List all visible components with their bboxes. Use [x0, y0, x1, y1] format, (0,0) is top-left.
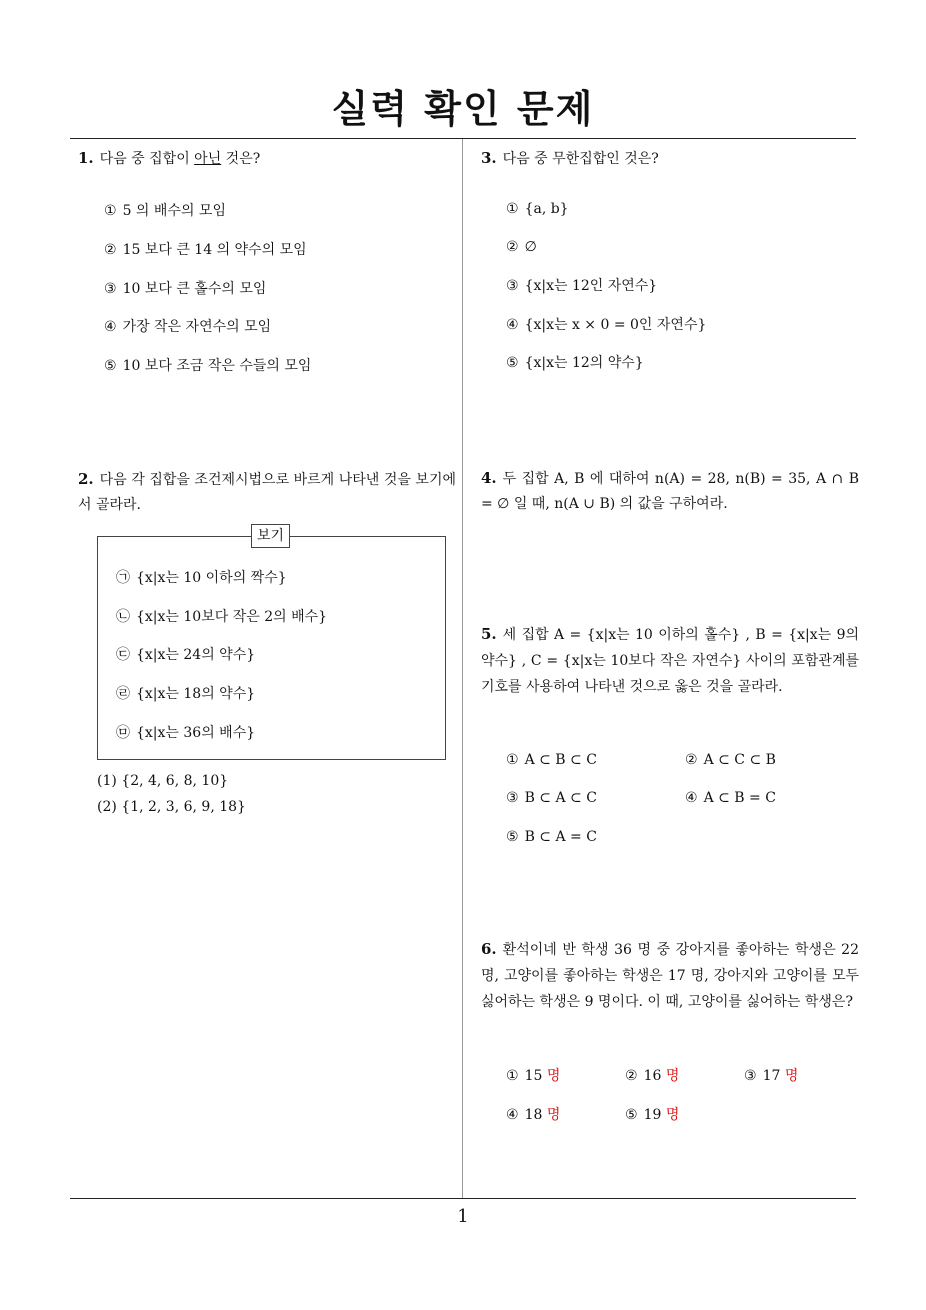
- page-title: 실력 확인 문제: [331, 87, 595, 131]
- question-2-stem: 2. 다음 각 집합을 조건제시법으로 바르게 나타낸 것을 보기에서 골라라.: [78, 470, 456, 513]
- question-6-stem: 6. 환석이네 반 학생 36 명 중 강아지를 좋아하는 학생은 22 명, 고양이를 좋아하는 학생은 17 명, 강아지와 고양이를 모두 싫어하는 학생은 9 명이다. 이 때, 고양이를 싫어하는 학생은?: [481, 940, 859, 1010]
- column-divider: [462, 139, 463, 1198]
- question-number: 6.: [481, 940, 497, 958]
- unit-label: 명: [665, 1107, 680, 1123]
- q3-option-5[interactable]: ⑤ {x|x는 12의 약수}: [506, 355, 644, 371]
- bogi-item-2: ㉡ {x|x는 10보다 작은 2의 배수}: [116, 609, 328, 625]
- answer-line-2: (2) {1, 2, 3, 6, 9, 18}: [97, 799, 246, 815]
- q5-option-1[interactable]: ① A ⊂ B ⊂ C: [506, 752, 597, 768]
- question-5-stem: 5. 세 집합 A = {x|x는 10 이하의 홀수} , B = {x|x는 9의 약수} , C = {x|x는 10보다 작은 자연수} 사이의 포함관계를 기호를 사용하여 나타낸 것으로 옳은 것을 골라라.: [481, 625, 859, 695]
- q3-option-1[interactable]: ① {a, b}: [506, 201, 569, 217]
- underlined-word: 아닌: [194, 151, 222, 167]
- q5-option-4[interactable]: ④ A ⊂ B = C: [685, 790, 776, 806]
- top-rule: [70, 138, 856, 139]
- question-number: 5.: [481, 625, 497, 643]
- answer-line-1: (1) {2, 4, 6, 8, 10}: [97, 773, 229, 789]
- question-number: 2.: [78, 470, 94, 488]
- bogi-label: 보기: [251, 524, 290, 548]
- q1-option-1[interactable]: ① 5 의 배수의 모임: [104, 203, 226, 219]
- question-number: 3.: [481, 149, 497, 167]
- q6-option-2[interactable]: ② 16 명: [625, 1068, 680, 1084]
- unit-label: 명: [546, 1068, 561, 1084]
- question-number: 4.: [481, 469, 497, 487]
- q5-option-5[interactable]: ⑤ B ⊂ A = C: [506, 829, 597, 845]
- q1-option-3[interactable]: ③ 10 보다 큰 홀수의 모임: [104, 281, 267, 297]
- bogi-item-5: ㉤ {x|x는 36의 배수}: [116, 725, 256, 741]
- q6-option-5[interactable]: ⑤ 19 명: [625, 1107, 680, 1123]
- q1-option-5[interactable]: ⑤ 10 보다 조금 작은 수들의 모임: [104, 358, 312, 374]
- q1-option-4[interactable]: ④ 가장 작은 자연수의 모임: [104, 319, 272, 335]
- question-number: 1.: [78, 149, 94, 167]
- q3-option-2[interactable]: ② ∅: [506, 239, 537, 255]
- unit-label: 명: [784, 1068, 799, 1084]
- unit-label: 명: [665, 1068, 680, 1084]
- q3-option-4[interactable]: ④ {x|x는 x × 0 = 0인 자연수}: [506, 317, 707, 333]
- question-3-stem: 3. 다음 중 무한집합인 것은?: [481, 149, 659, 167]
- bottom-rule: [70, 1198, 856, 1199]
- question-4-stem: 4. 두 집합 A, B 에 대하여 n(A) = 28, n(B) = 35, A ∩ B = ∅ 일 때, n(A ∪ B) 의 값을 구하여라.: [481, 469, 859, 512]
- q6-option-1[interactable]: ① 15 명: [506, 1068, 561, 1084]
- q1-option-2[interactable]: ② 15 보다 큰 14 의 약수의 모임: [104, 242, 307, 258]
- bogi-item-4: ㉣ {x|x는 18의 약수}: [116, 686, 256, 702]
- question-1-stem: 1. 다음 중 집합이 아닌 것은?: [78, 149, 261, 167]
- bogi-item-1: ㉠ {x|x는 10 이하의 짝수}: [116, 570, 287, 586]
- q6-option-4[interactable]: ④ 18 명: [506, 1107, 561, 1123]
- page-number: 1: [457, 1206, 469, 1227]
- q5-option-2[interactable]: ② A ⊂ C ⊂ B: [685, 752, 776, 768]
- q6-option-3[interactable]: ③ 17 명: [744, 1068, 799, 1084]
- bogi-item-3: ㉢ {x|x는 24의 약수}: [116, 647, 256, 663]
- q3-option-3[interactable]: ③ {x|x는 12인 자연수}: [506, 278, 658, 294]
- q5-option-3[interactable]: ③ B ⊂ A ⊂ C: [506, 790, 597, 806]
- unit-label: 명: [546, 1107, 561, 1123]
